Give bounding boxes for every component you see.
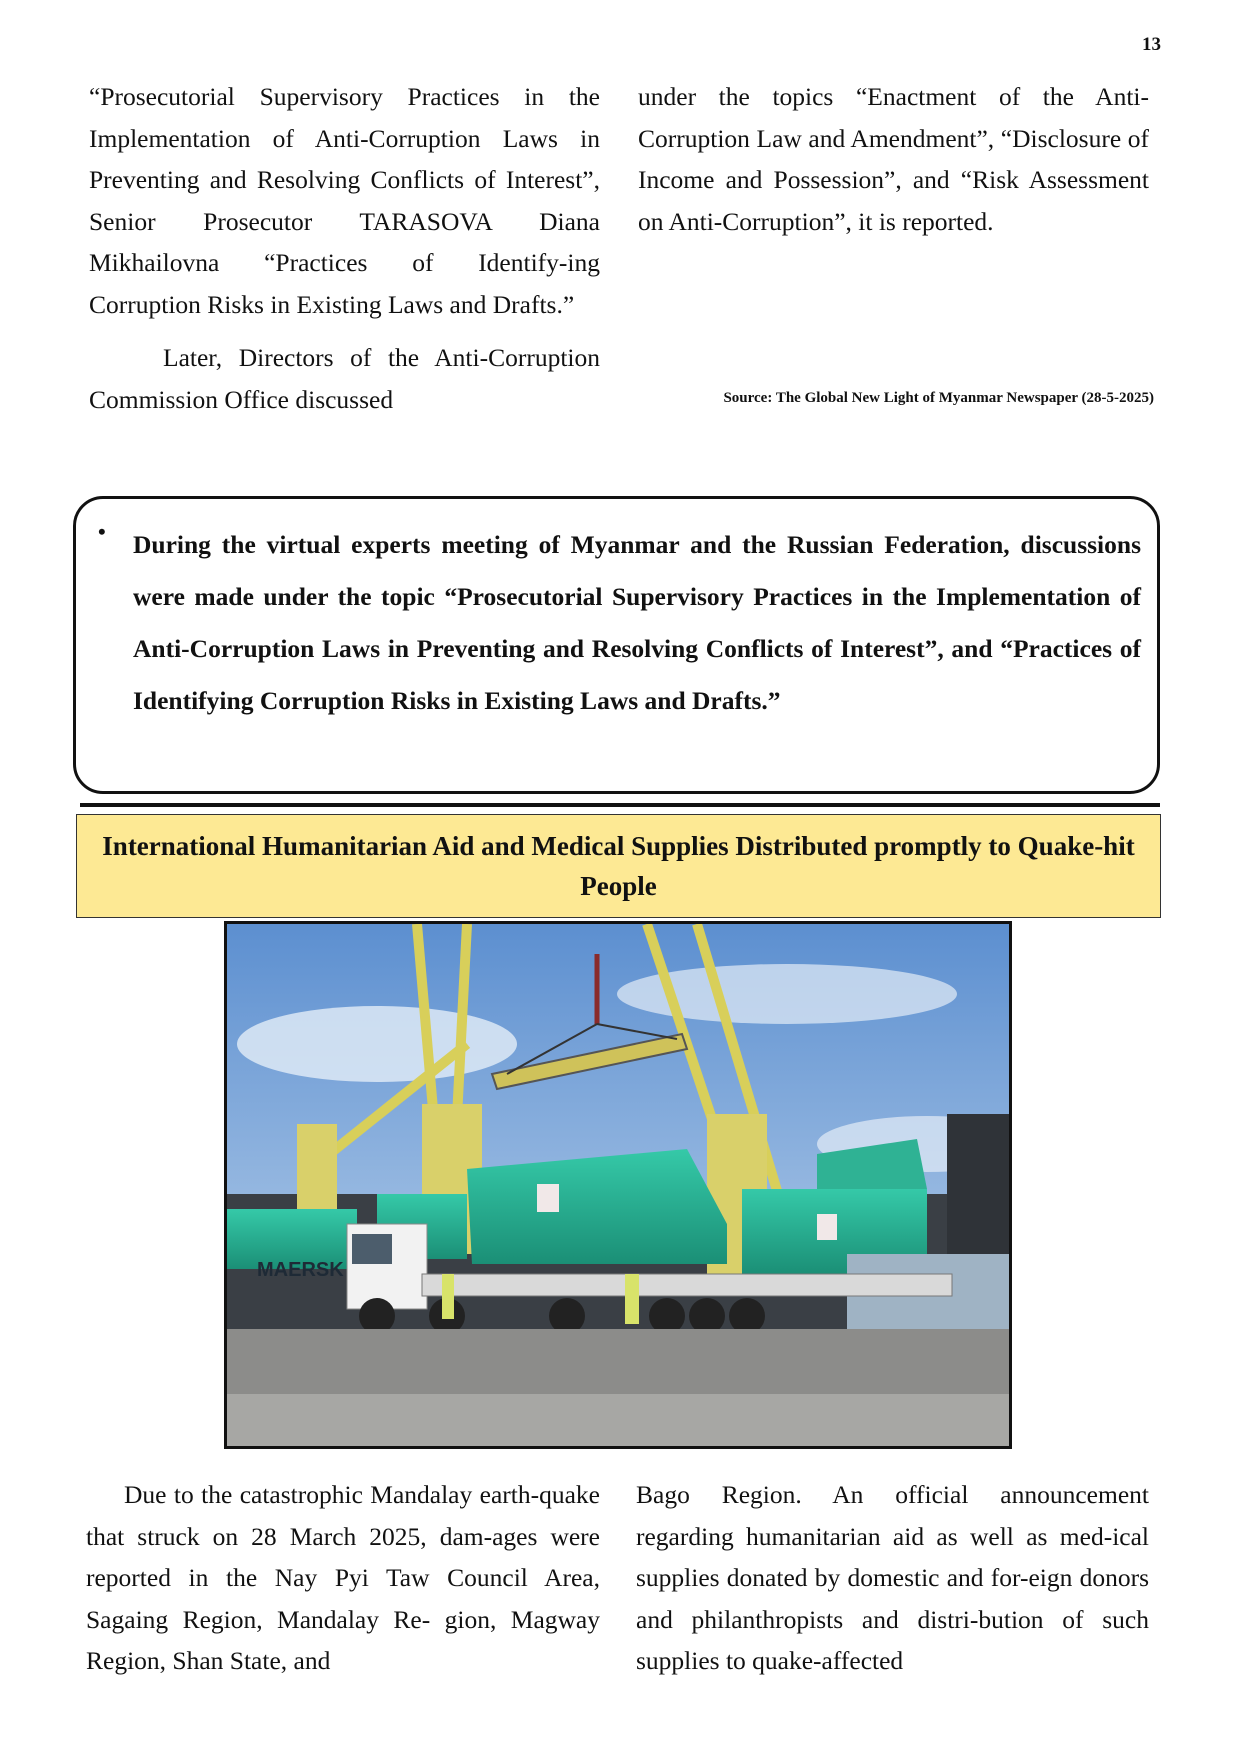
summary-highlight-box: [73, 496, 1160, 794]
source-citation: Source: The Global New Light of Myanmar Newspaper (28-5-2025): [723, 390, 1154, 406]
ship-structure: [947, 1114, 1009, 1254]
article-heading: International Humanitarian Aid and Medical Supplies Distributed promptly to Quake-hit People: [76, 814, 1161, 918]
article-left-paragraph: Due to the catastrophic Mandalay earth-quake that struck on 28 March 2025, dam-ages were reported in the Nay Pyi Taw Council Area, Sagaing Region, Mandalay Re- gion, Magway Region, Shan State, and: [86, 1480, 600, 1675]
article-left-column: [86, 1474, 600, 1682]
truck-window: [352, 1234, 392, 1264]
top-right-column: [638, 76, 1149, 242]
quay-ground-light: [227, 1394, 1009, 1446]
top-left-paragraph-1: “Prosecutorial Supervisory Practices in the Implementation of Anti-Corruption Laws in Preventing and Resolving Conflicts of Interest”, Senior Prosecutor TARASOVA Diana Mikhailovna “Practices of Identify-ing Corruption Risks in Existing Laws and Drafts.”: [89, 82, 600, 319]
worker: [442, 1274, 454, 1319]
label-sticker: [817, 1214, 837, 1240]
container-lettering: MAERSK: [257, 1259, 344, 1281]
top-left-column: [89, 76, 600, 420]
cargo-container: [467, 1149, 727, 1264]
bullet-icon: •: [98, 519, 106, 544]
cloud: [237, 1006, 517, 1082]
article-photo: [224, 921, 1012, 1449]
article-right-paragraph: Bago Region. An official announcement regarding humanitarian aid as well as med-ical supplies donated by domestic and for-eign donors and philanthropists and distri-bution of such supplies to quake-affected: [636, 1480, 1149, 1675]
section-divider: [80, 803, 1160, 807]
top-right-paragraph: under the topics “Enactment of the Anti-Corruption Law and Amendment”, “Disclosure of Income and Possession”, and “Risk Assessment on Anti-Corruption”, it is reported.: [638, 82, 1149, 236]
worker: [625, 1274, 639, 1324]
label-sticker: [537, 1184, 559, 1212]
page-number: 13: [1142, 34, 1161, 55]
summary-highlight-text: During the virtual experts meeting of Myanmar and the Russian Federation, discussions were made under the topic “Prosecutorial Supervisory Practices in the Implementation of Anti-Corruption Laws in Preventing and Resolving Conflicts of Interest”, and “Practices of Identifying Corruption Risks in Existing Laws and Drafts.”: [133, 530, 1141, 715]
top-left-paragraph-2: Later, Directors of the Anti-Corruption Commission Office discussed: [89, 343, 600, 414]
trailer: [422, 1274, 952, 1296]
article-right-column: [636, 1474, 1149, 1682]
